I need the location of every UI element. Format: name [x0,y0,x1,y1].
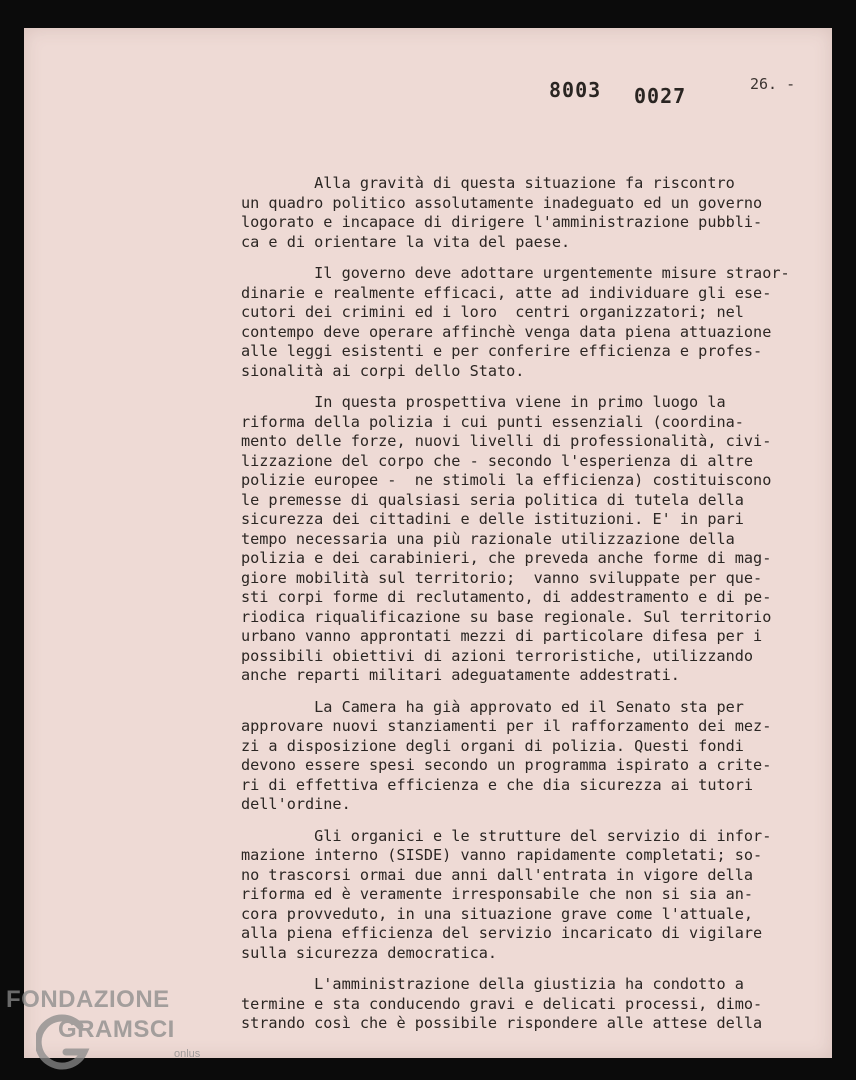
paragraph-3: In questa prospettiva viene in primo luogo la riforma della polizia i cui punti essenziali (coordina- mento delle forze, nuovi livelli di professionalità, civi- lizzazione del corpo che - secondo l'esperienza di altre polizie europee - ne stimoli la efficienza) costituiscono le premesse di qualsiasi seria politica di tutela della sicurezza dei cittadini e delle istituzioni. E' in pari tempo necessaria una più razionale utilizzazione della polizia e dei carabinieri, che preveda anche forme di mag- giore mobilità sul territorio; vanno sviluppate per que- sti corpi forme di reclutamento, di addestramento e di pe- riodica riqualificazione su base regionale. Sul territorio urbano vanno approntati mezzi di particolare difesa per i possibili obiettivi di azioni terroristiche, utilizzando anche reparti militari adeguatamente addestrati. [241,393,772,684]
watermark-line-3: onlus [174,1048,201,1060]
fondazione-gramsci-watermark [6,986,216,1080]
document-page [24,28,832,1058]
paragraph-5: Gli organici e le strutture del servizio di infor- mazione interno (SISDE) vanno rapidamente completati; so- no trascorsi ormai due anni dall'entrata in vigore della riforma ed è veramente irresponsabile che non si sia an- cora provveduto, in una situazione grave come l'attuale, alla piena efficienza del servizio incaricato di vigilare sulla sicurezza democratica. [241,826,772,962]
typed-body-text [241,174,841,1034]
archive-number-a: 8003 [549,78,602,102]
paragraph-2: Il governo deve adottare urgentemente misure straor- dinarie e realmente efficaci, atte ad individuare gli ese- cutori dei crimini ed i loro centri organizzatori; nel contempo deve operare affinchè venga data piena attuazione alle leggi esistenti e per conferire efficienza e profes- sionalità ai corpi dello Stato. [241,264,790,380]
watermark-line-2: GRAMSCI [58,1016,175,1043]
paragraph-4: La Camera ha già approvato ed il Senato sta per approvare nuovi stanziamenti per il rafforzamento dei mez- zi a disposizione degli organi di polizia. Questi fondi devono essere spesi secondo un programma ispirato a crite- ri di effettiva efficienza e che dia sicurezza ai tutori dell'ordine. [241,697,772,813]
paragraph-1: Alla gravità di questa situazione fa riscontro un quadro politico assolutamente inadeguato ed un governo logorato e incapace di dirigere l'amministrazione pubbli- ca e di orientare la vita del paese. [241,174,763,251]
watermark-line-1: FONDAZIONE [6,986,170,1013]
archive-number-b: 0027 [634,84,687,108]
page-number: 26. - [750,75,796,93]
paragraph-6: L'amministrazione della giustizia ha condotto a termine e sta conducendo gravi e delicati processi, dimo- strando così che è possibile rispondere alle attese della [241,975,763,1032]
